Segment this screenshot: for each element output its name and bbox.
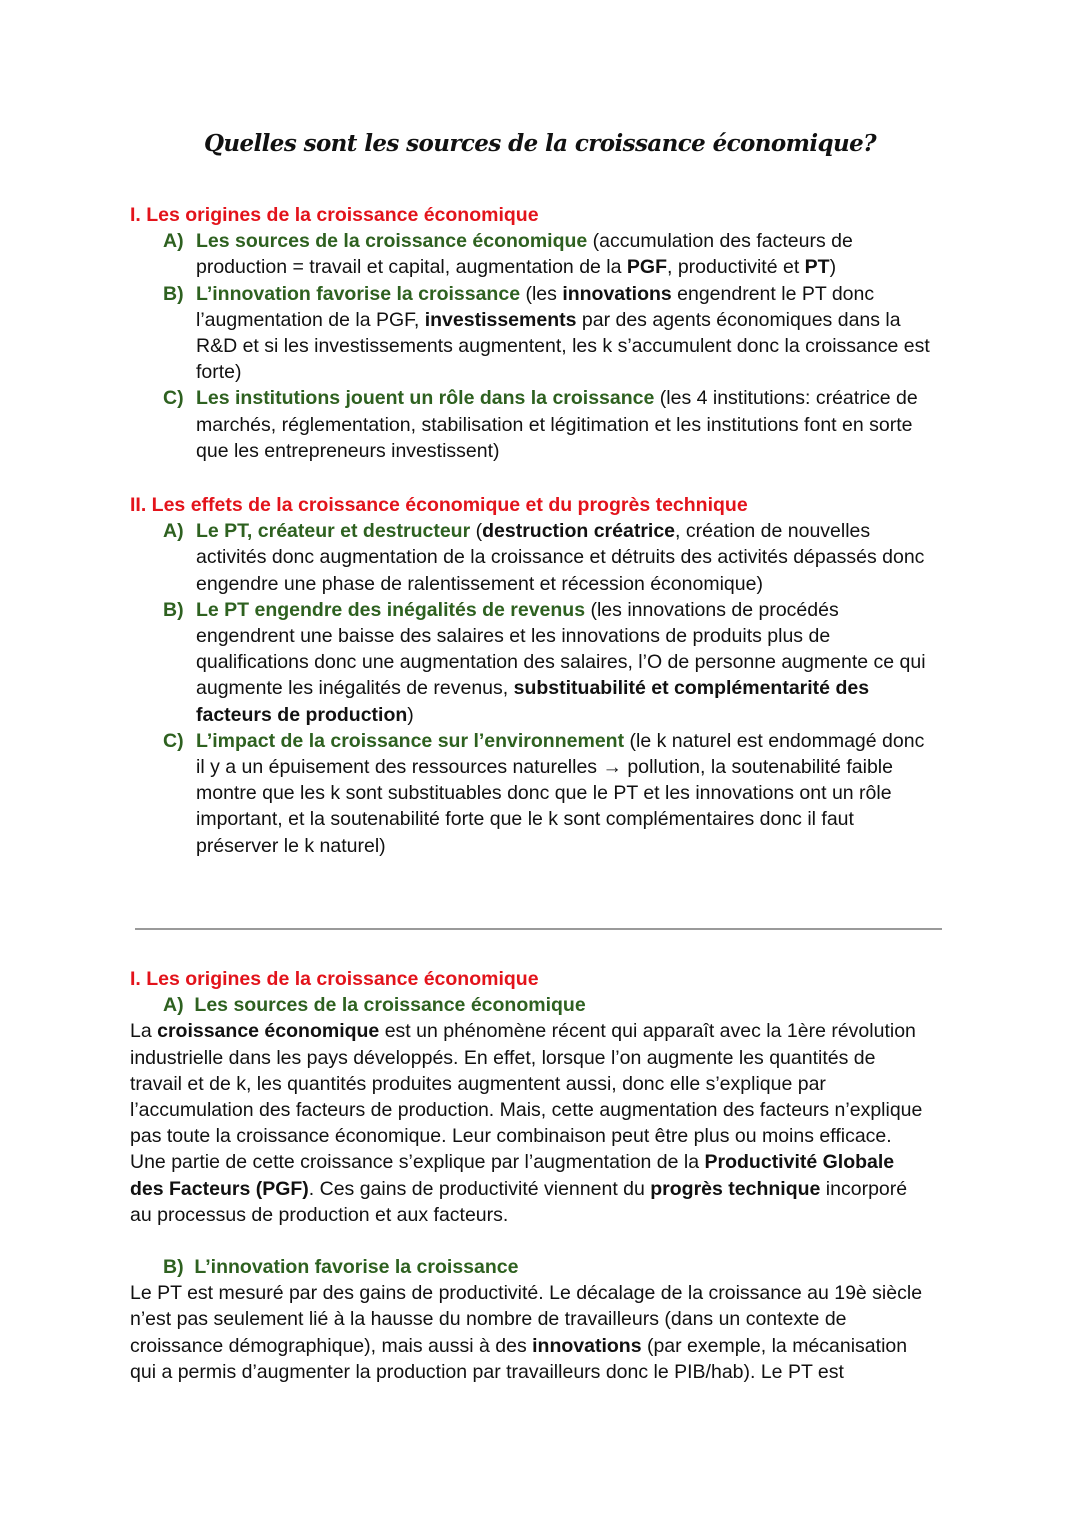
text: production = travail et capital, augmentation de la: [196, 256, 627, 279]
summary-item-b: [130, 597, 960, 728]
text: l’accumulation des facteurs de production. Mais, cette augmentation des facteurs n’explique: [130, 1099, 923, 1122]
text: Le PT est mesuré par des gains de productivité. Le décalage de la croissance au 19è siècle: [130, 1282, 923, 1305]
text: incorporé: [820, 1177, 908, 1200]
list-marker: A): [163, 994, 184, 1017]
text: montre que les k sont substituables donc que le PT et les innovations ont un rôle: [196, 782, 892, 805]
text: (les innovations de procédés: [585, 598, 839, 621]
section-heading: L’innovation favorise la croissance: [194, 1256, 519, 1279]
text: marchés, réglementation, stabilisation et légitimation et les institutions font en sorte: [196, 413, 913, 436]
text: industrielle dans les pays développés. En effet, lorsque l’on augmente les quantités de: [130, 1046, 876, 1069]
item-heading: Les sources de la croissance économique: [196, 230, 588, 253]
text: préserver le k naturel): [196, 834, 386, 857]
text: (accumulation des facteurs de: [587, 230, 853, 253]
bold-text: croissance économique: [157, 1020, 380, 1043]
text: est un phénomène récent qui apparaît avec la 1ère révolution: [379, 1020, 916, 1043]
summary-part-1: [130, 202, 960, 464]
text: ): [829, 256, 837, 279]
part-heading: II. Les effets de la croissance économique et du progrès technique: [130, 494, 748, 516]
section-a-heading: [130, 992, 960, 1018]
bold-text: investissements: [424, 308, 577, 331]
section-heading: Les sources de la croissance économique: [194, 994, 586, 1017]
text: engendre une phase de ralentissement et récession économique): [196, 572, 763, 595]
text: , productivité et: [667, 256, 805, 279]
text: (les 4 institutions: créatrice de: [654, 387, 918, 410]
bold-text: destruction créatrice: [482, 520, 676, 543]
text: (: [470, 520, 483, 543]
text: travail et de k, les quantités produites augmentent aussi, donc elle s’explique par: [130, 1072, 826, 1095]
section-b-paragraph: [130, 1280, 960, 1385]
text: Une partie de cette croissance s’explique par l’augmentation de la: [130, 1151, 705, 1174]
item-heading: L’impact de la croissance sur l’environnement: [196, 729, 625, 752]
bold-text: progrès technique: [650, 1177, 821, 1200]
text: forte): [196, 361, 242, 384]
text: La: [130, 1020, 158, 1043]
bold-text: PT: [804, 256, 830, 279]
summary-item-c: [130, 728, 960, 859]
summary-item-b: [130, 281, 960, 386]
text: important, et la soutenabilité forte que le k sont complémentaires donc il faut: [196, 808, 854, 831]
horizontal-divider: [135, 928, 942, 930]
text: il y a un épuisement des ressources naturelles → pollution, la soutenabilité faible: [196, 756, 893, 779]
text: . Ces gains de productivité viennent du: [308, 1177, 651, 1200]
list-marker: A): [163, 230, 184, 253]
text: (le k naturel est endommagé donc: [624, 729, 925, 752]
text: qui a permis d’augmenter la production par travailleurs donc le PIB/hab). Le PT est: [130, 1360, 844, 1383]
text: ): [407, 703, 414, 726]
item-heading: Le PT engendre des inégalités de revenus: [196, 598, 586, 621]
item-heading: L’innovation favorise la croissance: [196, 282, 521, 305]
text: engendrent une baisse des salaires et les innovations de produits plus de: [196, 625, 831, 648]
text: pas toute la croissance économique. Leur combinaison peut être plus ou moins efficace.: [130, 1125, 892, 1148]
summary-part-2: [130, 492, 960, 859]
list-marker: C): [163, 729, 184, 752]
text: par des agents économiques dans la: [576, 308, 901, 331]
text: (les: [520, 282, 563, 305]
text: qualifications donc une augmentation des salaires, l’O de personne augmente ce qui: [196, 651, 926, 674]
bold-text: des Facteurs (PGF): [130, 1177, 309, 1200]
part-heading: I. Les origines de la croissance économique: [130, 968, 539, 990]
section-b-heading: [130, 1254, 960, 1280]
text: activités donc augmentation de la croissance et détruits des activités dépassés donc: [196, 546, 925, 569]
list-marker: B): [163, 598, 184, 621]
section-a-paragraph: [130, 1018, 960, 1228]
bold-text: facteurs de production: [196, 703, 408, 726]
text: que les entrepreneurs investissent): [196, 439, 500, 462]
list-marker: B): [163, 282, 184, 305]
list-marker: B): [163, 1256, 184, 1279]
bold-text: innovations: [532, 1334, 642, 1357]
text: R&D et si les investissements augmentent, les k s’accumulent donc la croissance est: [196, 335, 930, 358]
bold-text: substituabilité et complémentarité des: [513, 677, 870, 700]
summary-item-a: [130, 228, 960, 280]
list-marker: C): [163, 387, 184, 410]
text: croissance démographique), mais aussi à des: [130, 1334, 533, 1357]
spacer: [130, 1228, 960, 1254]
item-heading: Le PT, créateur et destructeur: [196, 520, 471, 543]
text: (par exemple, la mécanisation: [641, 1334, 908, 1357]
text: n’est pas seulement lié à la hausse du nombre de travailleurs (dans un contexte de: [130, 1308, 847, 1331]
summary-item-c: [130, 385, 960, 464]
bold-text: innovations: [562, 282, 672, 305]
bold-text: PGF: [626, 256, 667, 279]
text: au processus de production et aux facteurs.: [130, 1203, 509, 1226]
text: , création de nouvelles: [675, 520, 871, 543]
summary-item-a: [130, 518, 960, 597]
part-heading: I. Les origines de la croissance économique: [130, 204, 539, 226]
list-marker: A): [163, 520, 184, 543]
document-title: Quelles sont les sources de la croissance économique?: [203, 130, 877, 157]
detail-part-1: [130, 966, 960, 1385]
text: engendrent le PT donc: [671, 282, 875, 305]
text: l’augmentation de la PGF,: [196, 308, 425, 331]
text: augmente les inégalités de revenus,: [196, 677, 514, 700]
item-heading: Les institutions jouent un rôle dans la croissance: [196, 387, 655, 410]
bold-text: Productivité Globale: [704, 1151, 895, 1174]
